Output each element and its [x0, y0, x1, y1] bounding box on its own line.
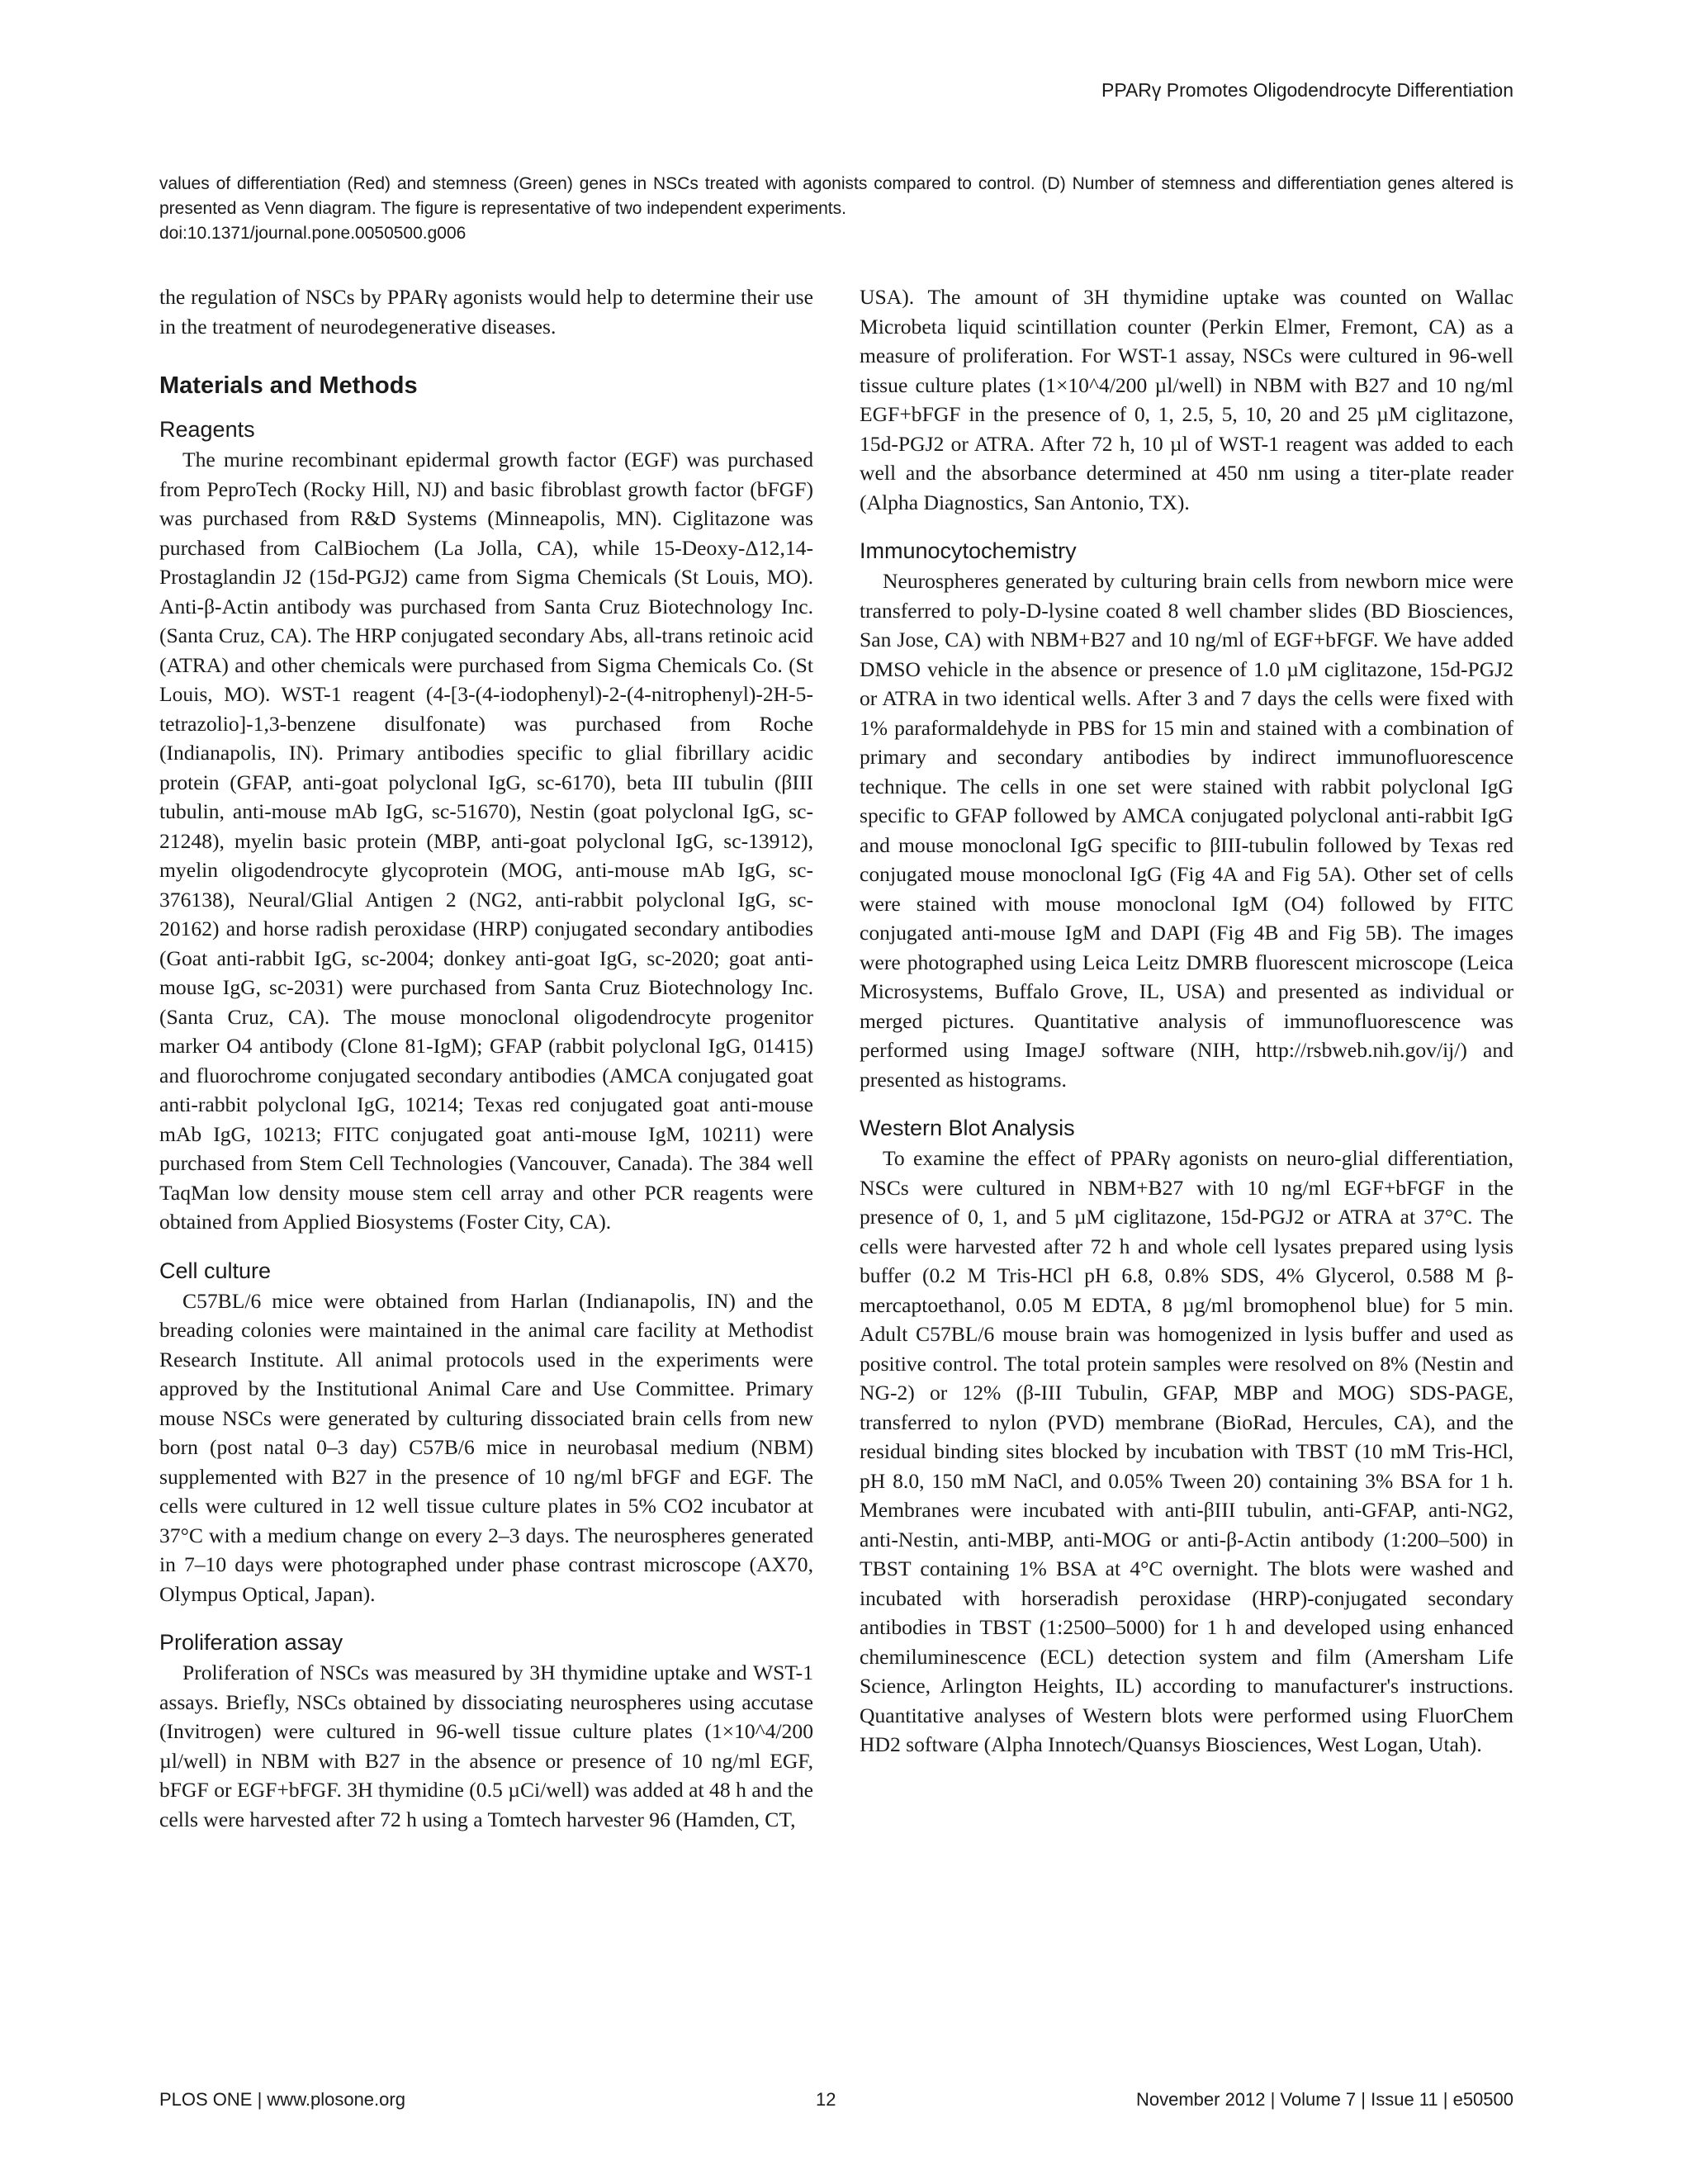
proliferation-paragraph: Proliferation of NSCs was measured by 3H thymidine uptake and WST-1 assays. Briefly, NSCs obtained by dissociating neurospheres using accutase (Invitrogen) were cultured in 96-well tissue culture plates (1×10^4/200 µl/well) in NBM with B27 in the absence or presence of 10 ng/ml EGF, bFGF or EGF+bFGF. 3H thymidine (0.5 µCi/well) was added at 48 h and the cells were harvested after 72 h using a Tomtech harvester 96 (Hamden, CT, — [159, 1661, 813, 1831]
subheading-reagents: Reagents — [159, 417, 255, 442]
footer-page-number: 12 — [816, 2089, 836, 2110]
section-heading-methods: Materials and Methods — [159, 372, 418, 399]
caption-doi: doi:10.1371/journal.pone.0050500.g006 — [159, 224, 467, 243]
intro-paragraph: the regulation of NSCs by PPARγ agonists would help to determine their use in the treatment of neurodegenerative diseases. — [159, 285, 813, 339]
figure-caption — [159, 172, 1513, 246]
immunocytochemistry-paragraph: Neurospheres generated by culturing brain cells from newborn mice were transferred to poly-D-lysine coated 8 well chamber slides (BD Biosciences, San Jose, CA) with NBM+B27 and 10 ng/ml of EGF+bFGF. We have added DMSO vehicle in the absence or presence of 1.0 µM ciglitazone, 15d-PGJ2 or ATRA in two identical wells. After 3 and 7 days the cells were fixed with 1% paraformaldehyde in PBS for 15 min and stained with a combination of primary and secondary antibodies by indirect immunofluorescence technique. The cells in one set were stained with rabbit polyclonal IgG specific to GFAP followed by AMCA conjugated polyclonal anti-rabbit IgG and mouse monoclonal IgG specific to βIII-tubulin followed by Texas red conjugated mouse monoclonal IgG (Fig 4A and Fig 5A). Other set of cells were stained with mouse monoclonal IgM (O4) followed by FITC conjugated anti-mouse IgM and DAPI (Fig 4B and Fig 5B). The images were photographed using Leica Leitz DMRB fluorescent microscope (Leica Microsystems, Buffalo Grove, IL, USA) and presented as individual or merged pictures. Quantitative analysis of immunofluorescence was performed using ImageJ software (NIH, http://rsbweb.nih.gov/ij/) and presented as histograms. — [860, 569, 1513, 1092]
footer-issue: November 2012 | Volume 7 | Issue 11 | e50500 — [1135, 2089, 1513, 2110]
subheading-immunocytochemistry: Immunocytochemistry — [860, 538, 1077, 563]
subheading-proliferation: Proliferation assay — [159, 1630, 343, 1655]
reagents-paragraph: The murine recombinant epidermal growth factor (EGF) was purchased from PeproTech (Rocky Hill, NJ) and basic fibroblast growth factor (bFGF) was purchased from R&D Systems (Minneapolis, MN). Ciglitazone was purchased from CalBiochem (La Jolla, CA), while 15-Deoxy-Δ12,14-Prostaglandin J2 (15d-PGJ2) came from Sigma Chemicals (St Louis, MO). Anti-β-Actin antibody was purchased from Santa Cruz Biotechnology Inc. (Santa Cruz, CA). The HRP conjugated secondary Abs, all-trans retinoic acid (ATRA) and other chemicals were purchased from Sigma Chemicals Co. (St Louis, MO). WST-1 reagent (4-[3-(4-iodophenyl)-2-(4-nitrophenyl)-2H-5-tetrazolio]-1,3-benzene disulfonate) was purchased from Roche (Indianapolis, IN). Primary antibodies specific to glial fibrillary acidic protein (GFAP, anti-goat polyclonal IgG, sc-6170), beta III tubulin (βIII tubulin, anti-mouse mAb IgG, sc-51670), Nestin (goat polyclonal IgG, sc-21248), myelin basic protein (MBP, anti-goat polyclonal IgG, sc-13912), myelin oligodendrocyte glycoprotein (MOG, anti-mouse mAb IgG, sc-376138), Neural/Glial Antigen 2 (NG2, anti-rabbit polyclonal IgG, sc-20162) and horse radish peroxidase (HRP) conjugated secondary antibodies (Goat anti-rabbit IgG, sc-2004; donkey anti-goat IgG, sc-2020; goat anti-mouse IgG, sc-2031) were purchased from Santa Cruz Biotechnology Inc. (Santa Cruz, CA). The mouse monoclonal oligodendrocyte progenitor marker O4 antibody (Clone 81-IgM); GFAP (rabbit polyclonal IgG, 01415) and fluorochrome conjugated secondary antibodies (AMCA conjugated goat anti-rabbit polyclonal IgG, 10214; Texas red conjugated goat anti-mouse mAb IgG, 10213; FITC conjugated goat anti-mouse IgM, 10211) were purchased from Stem Cell Technologies (Vancouver, Canada). The 384 well TaqMan low density mouse stem cell array and other PCR reagents were obtained from Applied Biosystems (Foster City, CA). — [159, 448, 813, 1234]
cell-culture-paragraph: C57BL/6 mice were obtained from Harlan (Indianapolis, IN) and the breading colonies were maintained in the animal care facility at Methodist Research Institute. All animal protocols used in the experiments were approved by the Institutional Animal Care and Use Committee. Primary mouse NSCs were generated by culturing dissociated brain cells from new born (post natal 0–3 day) C57B/6 mice in neurobasal medium (NBM) supplemented with B27 in the presence of 10 ng/ml bFGF and EGF. The cells were cultured in 12 well tissue culture plates in 5% CO2 incubator at 37°C with a medium change on every 2–3 days. The neurospheres generated in 7–10 days were photographed under phase contrast microscope (AX70, Olympus Optical, Japan). — [159, 1288, 813, 1606]
left-column — [159, 282, 813, 1834]
subheading-cell-culture: Cell culture — [159, 1258, 272, 1283]
proliferation-continued-paragraph: USA). The amount of 3H thymidine uptake was counted on Wallac Microbeta liquid scintillation counter (Perkin Elmer, Fremont, CA) as a measure of proliferation. For WST-1 assay, NSCs were cultured in 96-well tissue culture plates (1×10^4/200 µl/well) in NBM with B27 and 10 ng/ml EGF+bFGF in the presence of 0, 1, 2.5, 5, 10, 20 and 25 µM ciglitazone, 15d-PGJ2 or ATRA. After 72 h, 10 µl of WST-1 reagent was added to each well and the absorbance determined at 450 nm using a titer-plate reader (Alpha Diagnostics, San Antonio, TX). — [860, 285, 1513, 514]
running-head: PPARγ Promotes Oligodendrocyte Differentiation — [1101, 79, 1513, 101]
subheading-western-blot: Western Blot Analysis — [860, 1116, 1075, 1140]
caption-text: values of differentiation (Red) and stemness (Green) genes in NSCs treated with agonists compared to control. (D) Number of stemness and differentiation genes altered is presented as Venn diagram. The figure is representative of two independent experiments. — [159, 174, 1513, 218]
western-blot-paragraph: To examine the effect of PPARγ agonists on neuro-glial differentiation, NSCs were cultured in NBM+B27 with 10 ng/ml EGF+bFGF in the presence of 0, 1, and 5 µM ciglitazone, 15d-PGJ2 or ATRA at 37°C. The cells were harvested after 72 h and whole cell lysates prepared using lysis buffer (0.2 M Tris-HCl pH 6.8, 0.8% SDS, 4% Glycerol, 0.588 M β-mercaptoethanol, 0.05 M EDTA, 8 µg/ml bromophenol blue) for 5 min. Adult C57BL/6 mouse brain was homogenized in lysis buffer and used as positive control. The total protein samples were resolved on 8% (Nestin and NG-2) or 12% (β-III Tubulin, GFAP, MBP and MOG) SDS-PAGE, transferred to nylon (PVD) membrane (BioRad, Hercules, CA), and the residual binding sites blocked by incubation with TBST (10 mM Tris-HCl, pH 8.0, 150 mM NaCl, and 0.05% Tween 20) containing 3% BSA for 1 h. Membranes were incubated with anti-βIII tubulin, anti-GFAP, anti-NG2, anti-Nestin, anti-MBP, anti-MOG or anti-β-Actin antibody (1:200–500) in TBST containing 1% BSA at 4°C overnight. The blots were washed and incubated with horseradish peroxidase (HRP)-conjugated secondary antibodies in TBST (1:2500–5000) for 1 h and developed using enhanced chemiluminescence (ECL) detection system and film (Amersham Life Science, Arlington Heights, IL) according to manufacturer's instructions. Quantitative analyses of Western blots were performed using FluorChem HD2 software (Alpha Innotech/Quansys Biosciences, West Logan, Utah). — [860, 1146, 1513, 1756]
footer-journal: PLOS ONE | www.plosone.org — [159, 2089, 405, 2110]
right-column — [860, 282, 1513, 1760]
